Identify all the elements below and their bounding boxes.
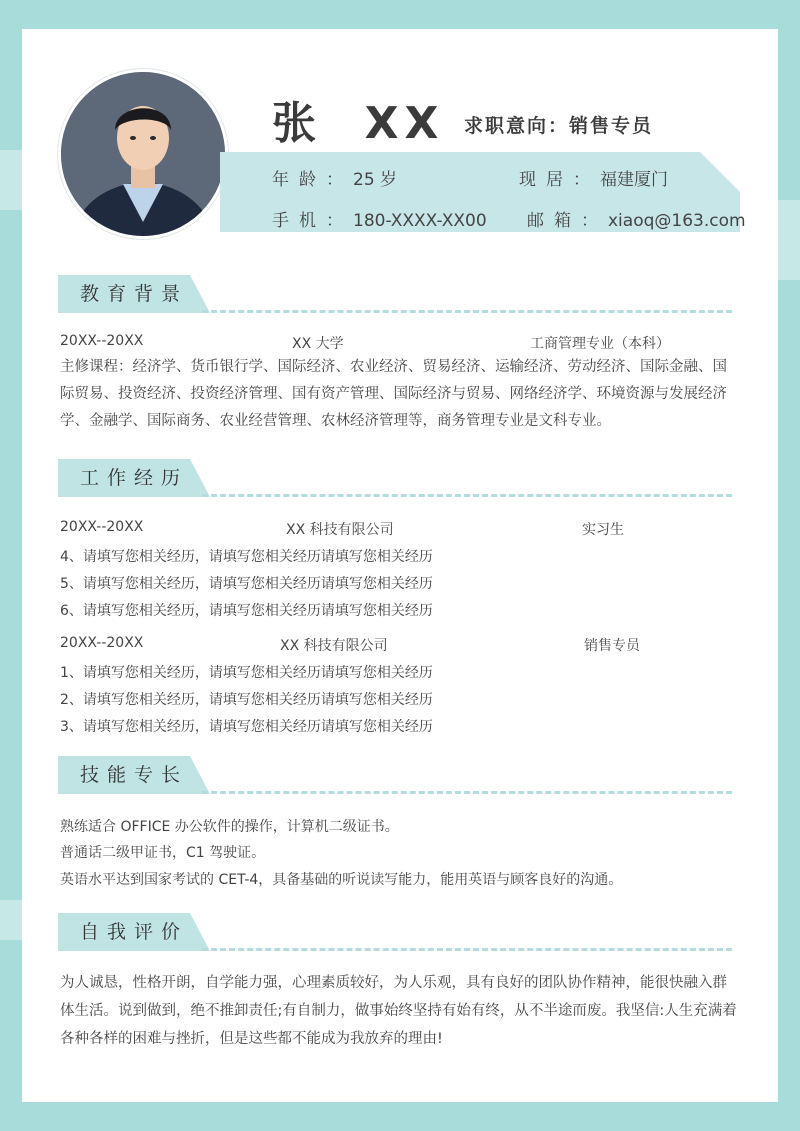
job-period: 20XX--20XX [60, 519, 144, 535]
job-company: XX 科技有限公司 [280, 638, 388, 654]
phone-label: 手机： [272, 211, 353, 231]
job-item: 1、请填写您相关经历，请填写您相关经历请填写您相关经历 [60, 665, 433, 681]
education-major: 工商管理专业（本科） [530, 336, 670, 352]
skills-title: 技能专长 [80, 764, 189, 786]
resume-page [22, 29, 778, 1102]
education-period: 20XX--20XX [60, 333, 144, 349]
section-divider [202, 948, 732, 951]
job-item: 2、请填写您相关经历，请填写您相关经历请填写您相关经历 [60, 692, 433, 708]
work-title: 工作经历 [80, 467, 189, 489]
email-label: 邮箱： [527, 211, 608, 231]
age-info [272, 165, 397, 190]
phone-value: 180-XXXX-XX00 [353, 211, 487, 231]
background-stripe [0, 900, 22, 940]
self-eval-title: 自我评价 [80, 921, 189, 943]
job-role: 销售专员 [584, 638, 640, 654]
education-title: 教育背景 [80, 283, 189, 305]
job-item: 6、请填写您相关经历，请填写您相关经历请填写您相关经历 [60, 603, 433, 619]
age-value: 25 岁 [353, 170, 398, 190]
skill-item: 英语水平达到国家考试的 CET-4，具备基础的听说读写能力，能用英语与顾客良好的沟通。 [60, 872, 623, 888]
job-intent: 求职意向：销售专员 [464, 115, 654, 137]
skill-item: 熟练适合 OFFICE 办公软件的操作，计算机二级证书。 [60, 819, 399, 835]
profile-photo [58, 69, 228, 239]
section-divider [202, 494, 732, 497]
education-courses: 主修课程：经济学、货币银行学、国际经济、农业经济、贸易经济、运输经济、劳动经济、国际金融、国际贸易、投资经济、投资经济管理、国有资产管理、国际经济与贸易、网络经济学、环境资源与发展经济学、金融学、国际商务、农业经营管理、农林经济管理等，商务管理专业是文科专业。 [60, 359, 727, 429]
phone-info [272, 206, 487, 231]
background-stripe [0, 150, 22, 210]
section-divider [202, 310, 732, 313]
job-item: 3、请填写您相关经历，请填写您相关经历请填写您相关经历 [60, 719, 433, 735]
section-divider [202, 791, 732, 794]
self-eval-text: 为人诚恳，性格开朗，自学能力强，心理素质较好，为人乐观，具有良好的团队协作精神，能很快融入群体生活。说到做到，绝不推卸责任;有自制力，做事始终坚持有始有终，从不半途而废。我坚信:人生充满着各种各样的困难与挫折，但是这些都不能成为我放弃的理由! [60, 975, 737, 1047]
age-label: 年龄： [272, 170, 353, 190]
job-item: 4、请填写您相关经历，请填写您相关经历请填写您相关经历 [60, 549, 433, 565]
residence-info [519, 165, 668, 190]
skill-item: 普通话二级甲证书，C1 驾驶证。 [60, 845, 266, 861]
job-role: 实习生 [582, 522, 624, 538]
education-school: XX 大学 [292, 336, 344, 352]
email-value: xiaoq@163.com [608, 211, 746, 231]
email-info [527, 206, 746, 231]
residence-value: 福建厦门 [600, 170, 668, 190]
residence-label: 现居： [519, 170, 600, 190]
job-company: XX 科技有限公司 [286, 522, 394, 538]
job-item: 5、请填写您相关经历，请填写您相关经历请填写您相关经历 [60, 576, 433, 592]
candidate-name: 张 XX [272, 98, 445, 149]
job-period: 20XX--20XX [60, 635, 144, 651]
background-stripe [778, 200, 800, 280]
